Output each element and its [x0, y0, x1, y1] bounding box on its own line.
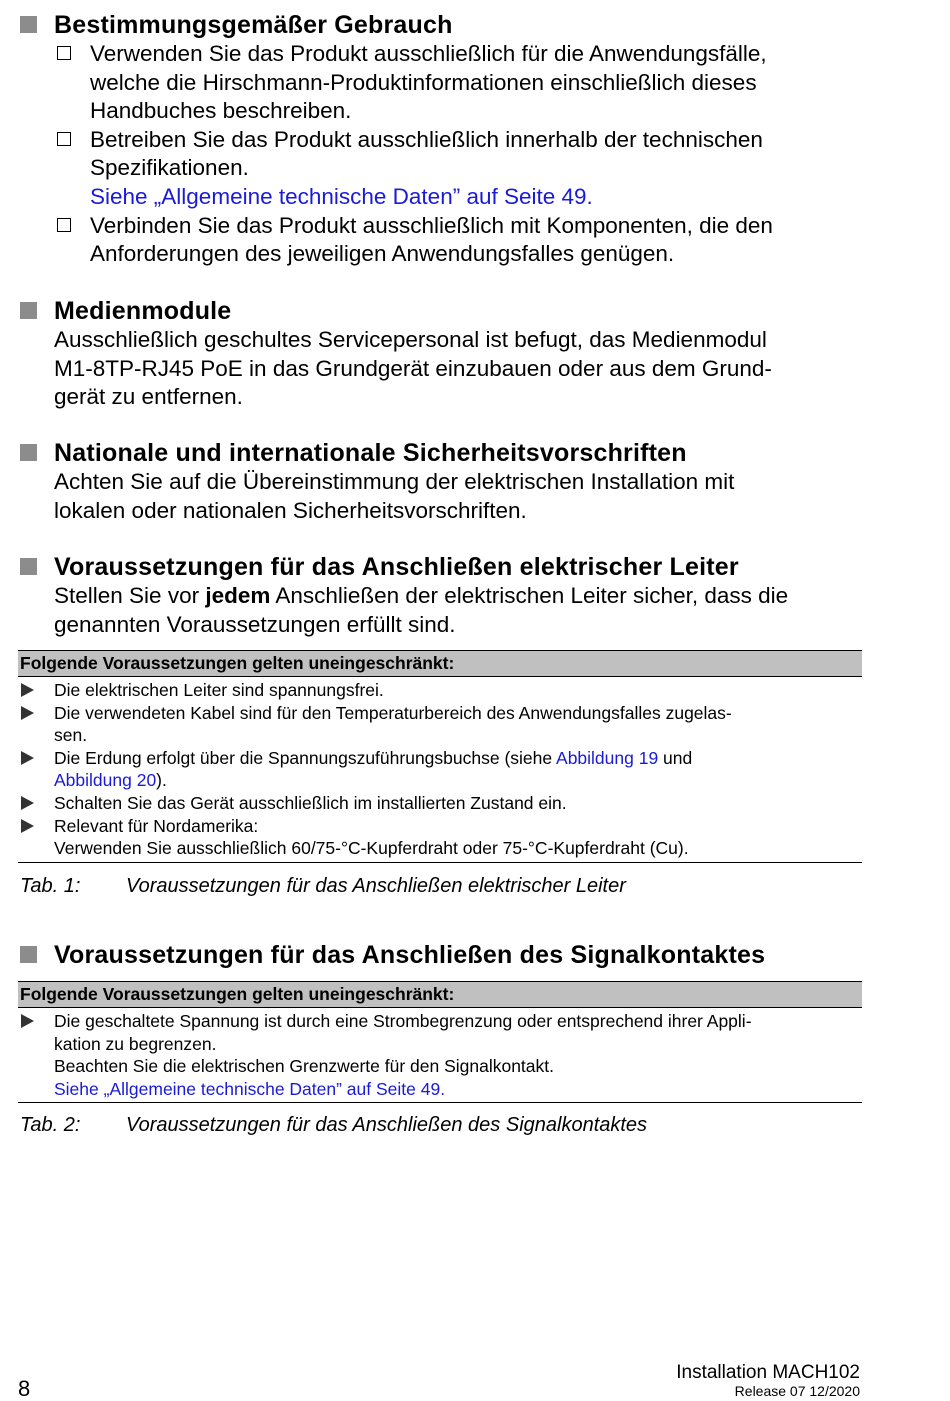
table-electrical-conductors	[18, 650, 862, 863]
text-line: Relevant für Nordamerika:	[54, 815, 259, 836]
text-fragment: und	[658, 747, 693, 768]
table-caption	[20, 874, 626, 898]
text-line: Anforderungen des jeweiligen Anwendungsfalles genügen.	[90, 241, 675, 267]
section-safety-regulations	[20, 439, 870, 525]
text-line: Verbinden Sie das Produkt ausschließlich mit Komponenten, die den	[90, 212, 773, 238]
table-row	[18, 702, 862, 747]
text-line: lokalen oder nationalen Sicherheitsvorschriften.	[54, 497, 527, 523]
heading-text: Bestimmungsgemäßer Gebrauch	[54, 11, 453, 39]
table-row	[18, 792, 862, 815]
heading-text: Medienmodule	[54, 297, 232, 325]
section-heading	[20, 297, 870, 326]
table-signal-contact	[18, 981, 862, 1103]
table-caption	[20, 1113, 647, 1137]
heading-text: Voraussetzungen für das Anschließen elektrischer Leiter	[54, 553, 739, 581]
square-bullet-icon	[20, 16, 37, 33]
section-heading	[20, 553, 870, 582]
text-line: sen.	[54, 725, 88, 746]
triangle-bullet-icon	[21, 683, 34, 697]
section-electrical-conductors	[20, 553, 870, 639]
checkbox-icon	[57, 132, 71, 146]
page-number: 8	[18, 1376, 31, 1401]
caption-text: Voraussetzungen für das Anschließen des Signalkontaktes	[126, 1114, 648, 1136]
text-line	[54, 582, 870, 611]
text-line: kation zu begrenzen.	[54, 1033, 217, 1054]
triangle-bullet-icon	[21, 751, 34, 765]
table-header: Folgende Voraussetzungen gelten uneingeschränkt:	[18, 981, 862, 1008]
footer-title: Installation MACH102	[676, 1362, 860, 1383]
section-heading	[20, 11, 870, 40]
section-signal-contact	[20, 941, 870, 970]
technical-data-link[interactable]: Siehe „Allgemeine technische Daten” auf Seite 49.	[90, 183, 593, 209]
section-body	[20, 582, 870, 639]
square-bullet-icon	[20, 444, 37, 461]
figure-19-link[interactable]: Abbildung 19	[556, 747, 659, 768]
text-fragment: ).	[156, 770, 167, 791]
triangle-bullet-icon	[21, 819, 34, 833]
caption-text: Voraussetzungen für das Anschließen elektrischer Leiter	[126, 875, 626, 897]
section-heading	[20, 941, 870, 970]
text-line: Schalten Sie das Gerät ausschließlich im installierten Zustand ein.	[54, 792, 567, 813]
caption-number: Tab. 2:	[20, 1114, 81, 1136]
checklist-item	[20, 126, 870, 212]
table-row	[18, 679, 862, 702]
triangle-bullet-icon	[21, 1014, 34, 1028]
table-body	[18, 679, 862, 863]
text-line: Betreiben Sie das Produkt ausschließlich innerhalb der technischen	[90, 126, 763, 152]
text-line: Verwenden Sie ausschließlich 60/75-°C-Kupferdraht oder 75-°C-Kupferdraht (Cu).	[54, 838, 689, 859]
triangle-bullet-icon	[21, 796, 34, 810]
section-media-modules	[20, 297, 870, 412]
text-line: gerät zu entfernen.	[54, 384, 243, 410]
text-line: Handbuches beschreiben.	[90, 98, 352, 124]
text-line: genannten Voraussetzungen erfüllt sind.	[54, 611, 456, 637]
square-bullet-icon	[20, 302, 37, 319]
text-fragment: Anschließen der elektrischen Leiter sicher, dass die	[270, 583, 789, 608]
section-heading	[20, 439, 870, 468]
technical-data-link[interactable]: Siehe „Allgemeine technische Daten” auf Seite 49.	[54, 1078, 446, 1099]
text-line: Die elektrischen Leiter sind spannungsfrei.	[54, 680, 384, 700]
checklist-item	[20, 40, 870, 126]
table-row	[18, 747, 862, 792]
square-bullet-icon	[20, 558, 37, 575]
text-line: Die verwendeten Kabel sind für den Temperaturbereich des Anwendungsfalles zugelas-	[54, 702, 732, 723]
footer-release: Release 07 12/2020	[734, 1383, 860, 1399]
checkbox-icon	[57, 218, 71, 232]
text-line: welche die Hirschmann-Produktinformationen einschließlich dieses	[90, 69, 757, 95]
table-header: Folgende Voraussetzungen gelten uneingeschränkt:	[18, 650, 862, 677]
text-line	[54, 769, 862, 792]
caption-number: Tab. 1:	[20, 875, 81, 897]
text-line: Achten Sie auf die Übereinstimmung der elektrischen Installation mit	[54, 469, 735, 494]
checkbox-icon	[57, 46, 71, 60]
table-row	[18, 815, 862, 860]
section-body	[20, 468, 870, 525]
triangle-bullet-icon	[21, 706, 34, 720]
heading-text: Nationale und internationale Sicherheitsvorschriften	[54, 439, 687, 467]
text-line: Beachten Sie die elektrischen Grenzwerte für den Signalkontakt.	[54, 1056, 555, 1077]
text-fragment: Die Erdung erfolgt über die Spannungszuführungsbuchse (siehe	[54, 747, 557, 768]
table-row	[18, 1010, 862, 1100]
section-body	[20, 326, 870, 412]
text-line: Spezifikationen.	[90, 155, 249, 181]
checklist-item	[20, 212, 870, 269]
text-line: Die geschaltete Spannung ist durch eine Strombegrenzung oder entsprechend ihrer Appli-	[54, 1011, 752, 1031]
heading-text: Voraussetzungen für das Anschließen des Signalkontaktes	[54, 941, 766, 969]
text-line: M1-8TP-RJ45 PoE in das Grundgerät einzubauen oder aus dem Grund-	[54, 355, 772, 381]
text-line: Verwenden Sie das Produkt ausschließlich für die Anwendungsfälle,	[90, 41, 767, 66]
text-fragment: Stellen Sie vor	[54, 583, 206, 608]
figure-20-link[interactable]: Abbildung 20	[54, 770, 157, 791]
text-line: Ausschließlich geschultes Servicepersonal ist befugt, das Medienmodul	[54, 327, 767, 352]
text-line	[54, 747, 862, 770]
section-intended-use	[20, 11, 870, 269]
square-bullet-icon	[20, 946, 37, 963]
bold-emphasis: jedem	[205, 583, 271, 608]
table-body	[18, 1010, 862, 1103]
